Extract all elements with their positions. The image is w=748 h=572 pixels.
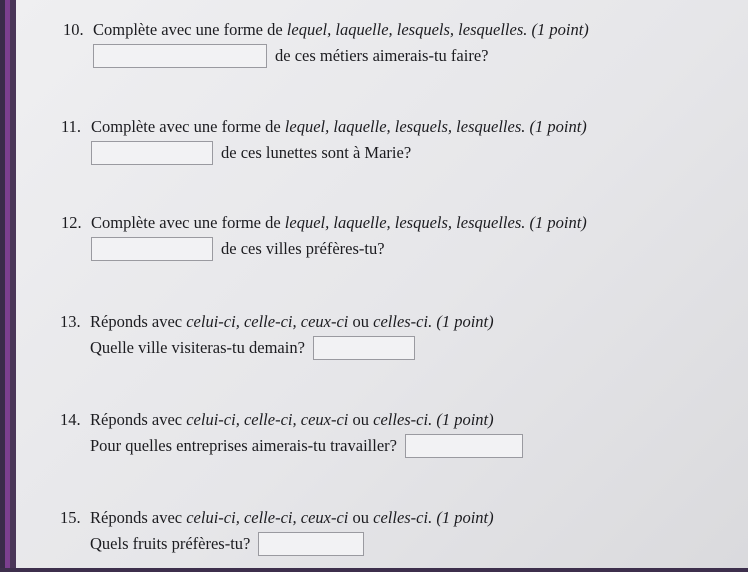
question-line	[93, 44, 488, 68]
question-sentence: de ces métiers aimerais-tu faire?	[275, 46, 489, 65]
question-number: 14.	[60, 410, 81, 429]
instruction-choices: celui-ci, celle-ci, ceux-ci	[186, 508, 349, 527]
question-number: 12.	[61, 213, 82, 232]
screen-frame-left	[0, 0, 16, 572]
instruction-choices-2: celles-ci.	[373, 410, 433, 429]
question-line	[90, 434, 523, 458]
question-sentence: Pour quelles entreprises aimerais-tu travailler?	[90, 436, 397, 455]
question-line	[90, 336, 415, 360]
question-number: 11.	[61, 117, 82, 136]
answer-box[interactable]	[91, 141, 213, 165]
question-points: (1 point)	[436, 312, 494, 331]
instruction-choices: lequel, laquelle, lesquels, lesquelles.	[284, 213, 526, 232]
instruction-choices-2: celles-ci.	[373, 508, 433, 527]
screen-frame-bottom	[0, 568, 748, 572]
instruction-connector: ou	[352, 508, 369, 527]
question-number: 15.	[60, 508, 81, 527]
answer-box[interactable]	[405, 434, 523, 458]
question-instruction	[91, 117, 587, 137]
worksheet	[16, 0, 748, 568]
question-sentence: de ces lunettes sont à Marie?	[221, 143, 412, 162]
question-instruction	[91, 213, 587, 233]
question-points: (1 point)	[436, 410, 494, 429]
question-instruction	[90, 410, 494, 430]
instruction-prefix: Complète avec une forme de	[93, 20, 283, 39]
instruction-prefix: Réponds avec	[90, 410, 183, 429]
question-points: (1 point)	[436, 508, 494, 527]
question-line	[90, 532, 364, 556]
answer-box[interactable]	[91, 237, 213, 261]
instruction-prefix: Complète avec une forme de	[91, 213, 281, 232]
question-instruction	[90, 508, 494, 528]
instruction-choices: celui-ci, celle-ci, ceux-ci	[186, 410, 349, 429]
answer-box[interactable]	[258, 532, 364, 556]
instruction-prefix: Réponds avec	[90, 312, 183, 331]
instruction-prefix: Réponds avec	[90, 508, 183, 527]
answer-box[interactable]	[313, 336, 415, 360]
instruction-choices: celui-ci, celle-ci, ceux-ci	[186, 312, 349, 331]
question-instruction	[90, 312, 494, 332]
question-line	[91, 237, 385, 261]
question-points: (1 point)	[529, 213, 587, 232]
question-line	[91, 141, 411, 165]
question-number: 10.	[63, 20, 84, 39]
question-number: 13.	[60, 312, 81, 331]
answer-box[interactable]	[93, 44, 267, 68]
instruction-choices-2: celles-ci.	[373, 312, 433, 331]
question-instruction	[93, 20, 589, 40]
question-points: (1 point)	[529, 117, 587, 136]
question-sentence: Quels fruits préfères-tu?	[90, 534, 251, 553]
instruction-prefix: Complète avec une forme de	[91, 117, 281, 136]
question-points: (1 point)	[531, 20, 589, 39]
instruction-choices: lequel, laquelle, lesquels, lesquelles.	[284, 117, 526, 136]
instruction-connector: ou	[352, 312, 369, 331]
question-sentence: de ces villes préfères-tu?	[221, 239, 385, 258]
instruction-connector: ou	[352, 410, 369, 429]
instruction-choices: lequel, laquelle, lesquels, lesquelles.	[286, 20, 528, 39]
question-sentence: Quelle ville visiteras-tu demain?	[90, 338, 305, 357]
